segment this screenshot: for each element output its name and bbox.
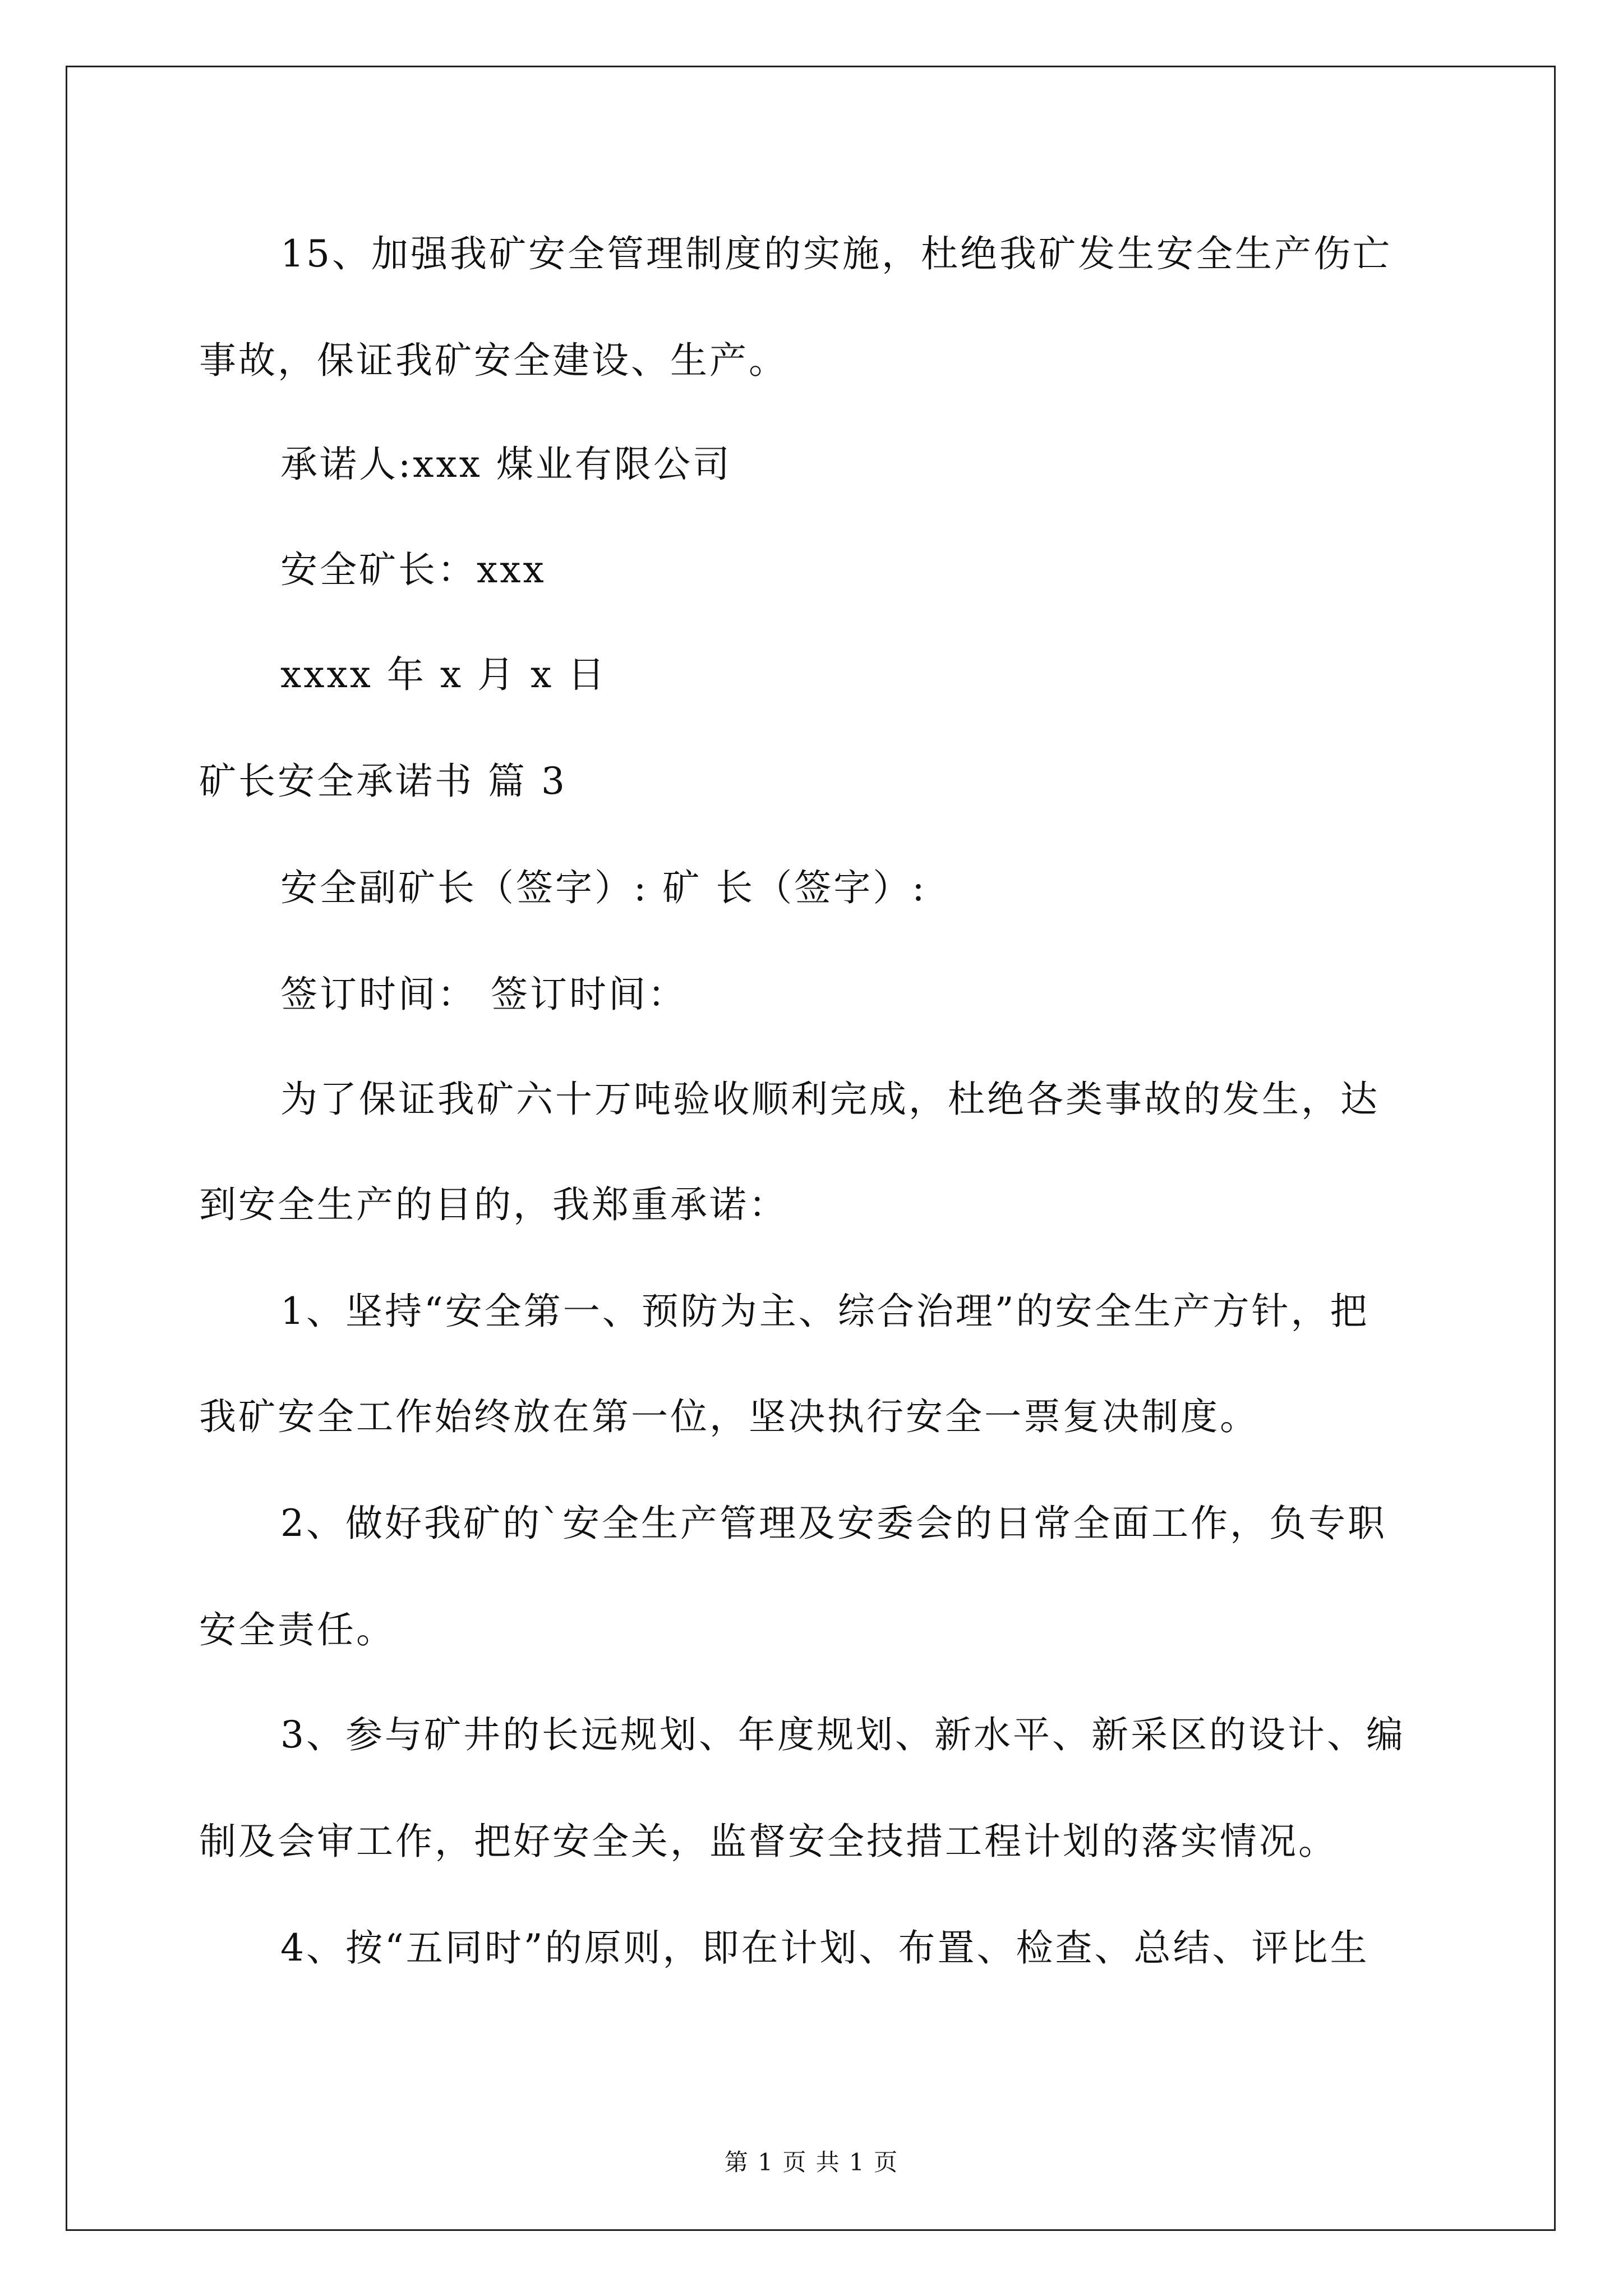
intro-line-2: 到安全生产的目的，我郑重承诺：	[199, 1183, 788, 1226]
paragraph-15-line-1: 15、加强我矿安全管理制度的实施，杜绝我矿发生安全生产伤亡	[280, 232, 1392, 275]
item-2-line-2: 安全责任。	[199, 1608, 395, 1651]
item-4-line-1: 4、按“五同时”的原则，即在计划、布置、检查、总结、评比生	[280, 1926, 1370, 1970]
page-border	[66, 66, 1556, 2231]
item-3-line-2: 制及会审工作，把好安全关，监督安全技措工程计划的落实情况。	[199, 1820, 1338, 1863]
section-heading: 矿长安全承诺书 篇 3	[199, 760, 567, 803]
paragraph-15-line-2: 事故，保证我矿安全建设、生产。	[199, 339, 788, 382]
signing-time-line: 签订时间： 签订时间：	[280, 973, 687, 1016]
item-2-line-1: 2、做好我矿的`安全生产管理及安委会的日常全面工作，负专职	[280, 1502, 1387, 1545]
item-1-line-2: 我矿安全工作始终放在第一位，坚决执行安全一票复决制度。	[199, 1395, 1259, 1438]
item-3-line-1: 3、参与矿井的长远规划、年度规划、新水平、新采区的设计、编	[280, 1713, 1405, 1756]
page-footer: 第 1 页 共 1 页	[724, 2148, 899, 2176]
item-1-line-1: 1、坚持“安全第一、预防为主、综合治理”的安全生产方针，把	[280, 1290, 1370, 1333]
date-line: xxxx 年 x 月 x 日	[280, 653, 607, 696]
safety-director-line: 安全矿长：xxx	[280, 548, 546, 591]
signature-line: 安全副矿长（签字）: 矿 长（签字）:	[280, 866, 927, 909]
intro-line-1: 为了保证我矿六十万吨验收顺利完成，杜绝各类事故的发生，达	[280, 1078, 1380, 1121]
promisor-line: 承诺人:xxx 煤业有限公司	[280, 443, 732, 486]
